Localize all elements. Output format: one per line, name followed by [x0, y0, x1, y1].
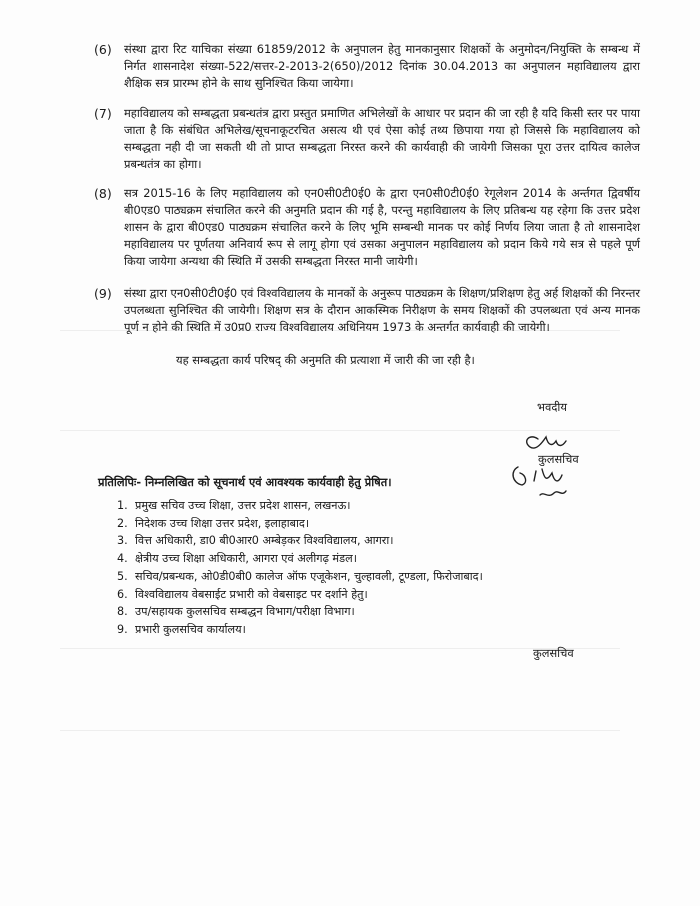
closing-line: यह सम्बद्धता कार्य परिषद् की अनुमति की प्रत्याशा में जारी की जा रही है। [176, 353, 475, 367]
cc-item-number: 9. [117, 622, 128, 636]
signatory-title: कुलसचिव [538, 452, 579, 466]
cc-item-text: विश्वविद्यालय वेबसाईट प्रभारी को वेबसाइट पर दर्शाने हेतु। [135, 587, 368, 601]
paragraph-number: (9) [94, 286, 112, 301]
cc-item [117, 532, 483, 550]
paragraph-number: (7) [94, 106, 112, 121]
cc-item-text: उप/सहायक कुलसचिव सम्बद्धन विभाग/परीक्षा विभाग। [135, 605, 355, 619]
cc-item [117, 568, 483, 586]
cc-item-text: प्रमुख सचिव उच्च शिक्षा, उत्तर प्रदेश शासन, लखनऊ। [135, 499, 351, 512]
cc-item-number: 6. [117, 587, 128, 601]
cc-item-number: 2. [117, 516, 128, 530]
cc-item-number: 3. [117, 534, 128, 548]
cc-item-number: 5. [117, 569, 128, 583]
cc-item [117, 515, 483, 533]
condition-paragraph [94, 41, 640, 92]
paragraph-number: (8) [94, 186, 112, 201]
cc-item [117, 603, 483, 621]
show-through-line [60, 730, 620, 731]
sign-off: भवदीय [537, 400, 567, 414]
cc-item-text: सचिव/प्रबन्धक, ओ0डी0बी0 कालेज ऑफ एजूकेशन, चुल्हावली, टूण्डला, फिरोजाबाद। [135, 569, 483, 583]
paragraph-text: संस्था द्वारा रिट याचिका संख्या 61859/2012 के अनुपालन हेतु मानकानुसार शिक्षकों के अनुमोदन/नियुक्ति के सम्बन्ध में निर्गत शासनादेश संख्या-522/सत्तर-2-2013-2(650)/2012 दिनांक 30.04.2013 का अनुपालन महाविद्यालय द्वारा शैक्षिक सत्र प्रारम्भ होने के साथ सुनिश्चित किया जायेगा। [124, 42, 640, 90]
paragraph-text: महाविद्यालय को सम्बद्धता प्रबन्धतंत्र द्वारा प्रस्तुत प्रमाणित अभिलेखों के आधार पर प्रदान की जा रही है यदि किसी स्तर पर पाया जाता है कि संबंधित अभिलेख/सूचनाकूटरचित असत्य थी एवं ऐसा कोई तथ्य छिपाया गया हो जिससे कि महाविद्यालय को सम्बद्धता नही दी जा सकती थी तो प्राप्त सम्बद्धता निरस्त करने की कार्यवाही की जायेगी जिसका पूरा उत्तर दायित्व कालेज प्रबन्धतंत्र का होगा। [124, 106, 640, 171]
cc-item [117, 586, 483, 604]
cc-item-text: प्रभारी कुलसचिव कार्यालय। [135, 622, 246, 636]
cc-item [117, 550, 483, 568]
paragraph-number: (6) [94, 42, 112, 57]
paragraph-text: संस्था द्वारा एन0सी0टी0ई0 एवं विश्वविद्यालय के मानकों के अनुरूप पाठ्यक्रम के शिक्षण/प्रशिक्षण हेतु अर्ह शिक्षकों की निरन्तर उपलब्धता सुनिश्चित की जायेगी। शिक्षण सत्र के दौरान आकस्मिक निरीक्षण के समय शिक्षकों की उपलब्धता एवं अन्य मानक पूर्ण न होने की स्थिति में उ0प्र0 राज्य विश्वविद्यालय अधिनियम 1973 के अन्तर्गत कार्यवाही की जायेगी। [124, 286, 640, 334]
cc-item-text: निदेशक उच्च शिक्षा उत्तर प्रदेश, इलाहाबाद। [135, 516, 310, 530]
cc-item [117, 621, 483, 639]
paragraph-text: सत्र 2015-16 के लिए महाविद्यालय को एन0सी0टी0ई0 के द्वारा एन0सी0टी0ई0 रेगूलेशन 2014 के अर्न्तगत द्विवर्षीय बी0एड0 पाठ्यक्रम संचालित करने की अनुमति प्रदान की गई है, परन्तु महाविद्यालय के लिए प्रतिबन्ध यह रहेगा कि उत्तर प्रदेश शासन के द्वारा बी0एड0 पाठ्यक्रम संचालित करने के लिए भूमि सम्बन्धी मानक पर कोई निर्णय लिया जाता है तो शासनादेश महाविद्यालय पर पूर्णतया अनिवार्य रूप से लागू होगा एवं उसका अनुपालन महाविद्यालय को प्रदान किये गये सत्र से पहले पूर्ण किया जायेगा अन्यथा की स्थिति में उसकी सम्बद्धता निरस्त मानी जायेगी। [124, 186, 640, 268]
cc-item-text: वित्त अधिकारी, डा0 बी0आर0 अम्बेड़कर विश्वविद्यालय, आगरा। [135, 534, 394, 548]
cc-item-number: 4. [117, 552, 128, 566]
cc-item [117, 497, 483, 515]
cc-item-number: 1. [117, 499, 128, 512]
cc-list [117, 497, 483, 639]
cc-item-number: 8. [117, 605, 128, 619]
condition-paragraph [94, 185, 640, 270]
condition-paragraph [94, 285, 640, 336]
condition-paragraph [94, 105, 640, 173]
signatory-title: कुलसचिव [533, 646, 574, 660]
cc-item-text: क्षेत्रीय उच्च शिक्षा अधिकारी, आगरा एवं अलीगढ़ मंडल। [135, 552, 357, 566]
cc-heading: प्रतिलिपिः- निम्नलिखित को सूचनार्थ एवं आवश्यक कार्यवाही हेतु प्रेषित। [98, 475, 392, 489]
